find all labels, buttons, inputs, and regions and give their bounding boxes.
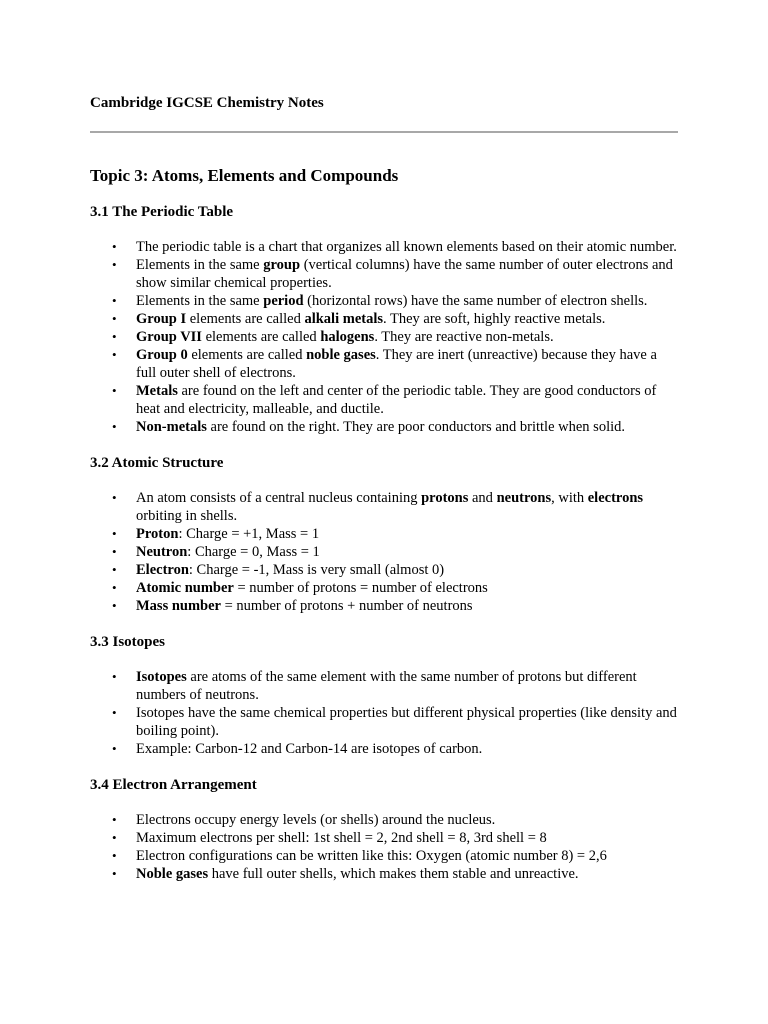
bullet-icon: •	[112, 812, 117, 827]
bold-term: Group 0	[136, 347, 188, 363]
section-title: 3.2 Atomic Structure	[90, 455, 224, 471]
list-item	[90, 256, 678, 292]
text-run: . They are soft, highly reactive metals.	[383, 311, 606, 327]
bullet-icon: •	[112, 293, 117, 308]
text-run: . They are reactive non-metals.	[374, 329, 554, 345]
bold-term: Group VII	[136, 329, 202, 345]
bullet-list	[90, 668, 678, 758]
list-item	[90, 382, 678, 418]
list-item	[90, 865, 678, 883]
list-item	[90, 561, 678, 579]
text-run: An atom consists of a central nucleus containing	[136, 490, 422, 506]
bold-term: Mass number	[136, 598, 221, 614]
text-run: (horizontal rows) have the same number of electron shells.	[303, 293, 648, 309]
list-item	[90, 704, 678, 740]
sections-container	[90, 203, 678, 883]
text-run: orbiting in shells.	[136, 508, 238, 524]
list-item	[90, 847, 678, 865]
bold-term: Group I	[136, 311, 187, 327]
list-item	[90, 829, 678, 847]
text-run: and	[468, 490, 497, 506]
bold-term: Metals	[136, 383, 178, 399]
topic-title: Topic 3: Atoms, Elements and Compounds	[90, 166, 399, 185]
list-item	[90, 525, 678, 543]
bullet-icon: •	[112, 329, 117, 344]
list-item	[90, 292, 678, 310]
bullet-icon: •	[112, 544, 117, 559]
bullet-icon: •	[112, 419, 117, 434]
text-run: The periodic table is a chart that organizes all known elements based on their atomic number.	[136, 239, 677, 255]
bullet-icon: •	[112, 669, 117, 684]
text-run: . They are inert (unreactive) because they have a full outer shell of electrons.	[136, 347, 657, 381]
section-title: 3.3 Isotopes	[90, 634, 166, 650]
text-run: elements are called	[186, 311, 305, 327]
text-run: Electrons occupy energy levels (or shells) around the nucleus.	[136, 812, 496, 828]
text-run: elements are called	[201, 329, 321, 345]
text-run: Elements in the same	[136, 293, 264, 309]
list-item	[90, 238, 678, 256]
bullet-icon: •	[112, 705, 117, 720]
bullet-list	[90, 811, 678, 883]
bold-term: period	[263, 293, 304, 309]
list-item	[90, 740, 678, 758]
list-item	[90, 310, 678, 328]
bold-term: electrons	[587, 490, 644, 506]
bold-term: Non-metals	[136, 419, 207, 435]
bullet-icon: •	[112, 741, 117, 756]
list-item	[90, 597, 678, 615]
bold-term: noble gases	[306, 347, 376, 363]
list-item	[90, 543, 678, 561]
bullet-icon: •	[112, 383, 117, 398]
bullet-icon: •	[112, 239, 117, 254]
bullet-icon: •	[112, 580, 117, 595]
bullet-icon: •	[112, 848, 117, 863]
bullet-icon: •	[112, 562, 117, 577]
section-title: 3.4 Electron Arrangement	[90, 777, 257, 793]
text-run: elements are called	[187, 347, 307, 363]
bullet-list	[90, 489, 678, 615]
bold-term: halogens	[320, 329, 375, 345]
list-item	[90, 489, 678, 525]
text-run: = number of protons = number of electrons	[233, 580, 488, 596]
list-item	[90, 328, 678, 346]
section-title: 3.1 The Periodic Table	[90, 204, 234, 220]
bullet-icon: •	[112, 257, 117, 272]
bold-term: group	[263, 257, 301, 273]
text-run: Electron configurations can be written like this: Oxygen (atomic number 8) = 2,6	[136, 848, 607, 864]
text-run: Example: Carbon-12 and Carbon-14 are isotopes of carbon.	[136, 741, 483, 757]
bold-term: Noble gases	[136, 866, 209, 882]
bold-term: alkali metals	[304, 311, 384, 327]
bold-term: Atomic number	[136, 580, 234, 596]
bold-term: Neutron	[136, 544, 188, 560]
bullet-icon: •	[112, 311, 117, 326]
text-run: : Charge = 0, Mass = 1	[187, 544, 320, 560]
text-run: Isotopes have the same chemical properties but different physical properties (like density and boiling point).	[136, 705, 677, 739]
list-item	[90, 811, 678, 829]
document-header: Cambridge IGCSE Chemistry Notes	[90, 95, 324, 111]
text-run: : Charge = -1, Mass is very small (almost 0)	[188, 562, 445, 578]
bullet-icon: •	[112, 526, 117, 541]
bold-term: neutrons	[496, 490, 552, 506]
list-item	[90, 579, 678, 597]
bullet-list	[90, 238, 678, 436]
text-run: (vertical columns) have the same number of outer electrons and show similar chemical properties.	[136, 257, 673, 291]
list-item	[90, 346, 678, 382]
text-run: are found on the right. They are poor conductors and brittle when solid.	[206, 419, 625, 435]
bullet-icon: •	[112, 598, 117, 613]
text-run: have full outer shells, which makes them stable and unreactive.	[208, 866, 579, 882]
bold-term: protons	[421, 490, 469, 506]
text-run: , with	[551, 490, 588, 506]
text-run: = number of protons + number of neutrons	[221, 598, 473, 614]
bold-term: Electron	[136, 562, 189, 578]
list-item	[90, 668, 678, 704]
text-run: are found on the left and center of the periodic table. They are good conductors of heat and electricity, malleable, and ductile.	[136, 383, 657, 417]
bold-term: Proton	[136, 526, 179, 542]
bullet-icon: •	[112, 490, 117, 505]
text-run: : Charge = +1, Mass = 1	[178, 526, 320, 542]
text-run: are atoms of the same element with the same number of protons but different numbers of neutrons.	[136, 669, 637, 703]
bullet-icon: •	[112, 347, 117, 362]
list-item	[90, 418, 678, 436]
text-run: Maximum electrons per shell: 1st shell = 2, 2nd shell = 8, 3rd shell = 8	[136, 830, 547, 846]
bullet-icon: •	[112, 866, 117, 881]
bullet-icon: •	[112, 830, 117, 845]
header-divider	[90, 131, 678, 133]
text-run: Elements in the same	[136, 257, 264, 273]
bold-term: Isotopes	[136, 669, 187, 685]
